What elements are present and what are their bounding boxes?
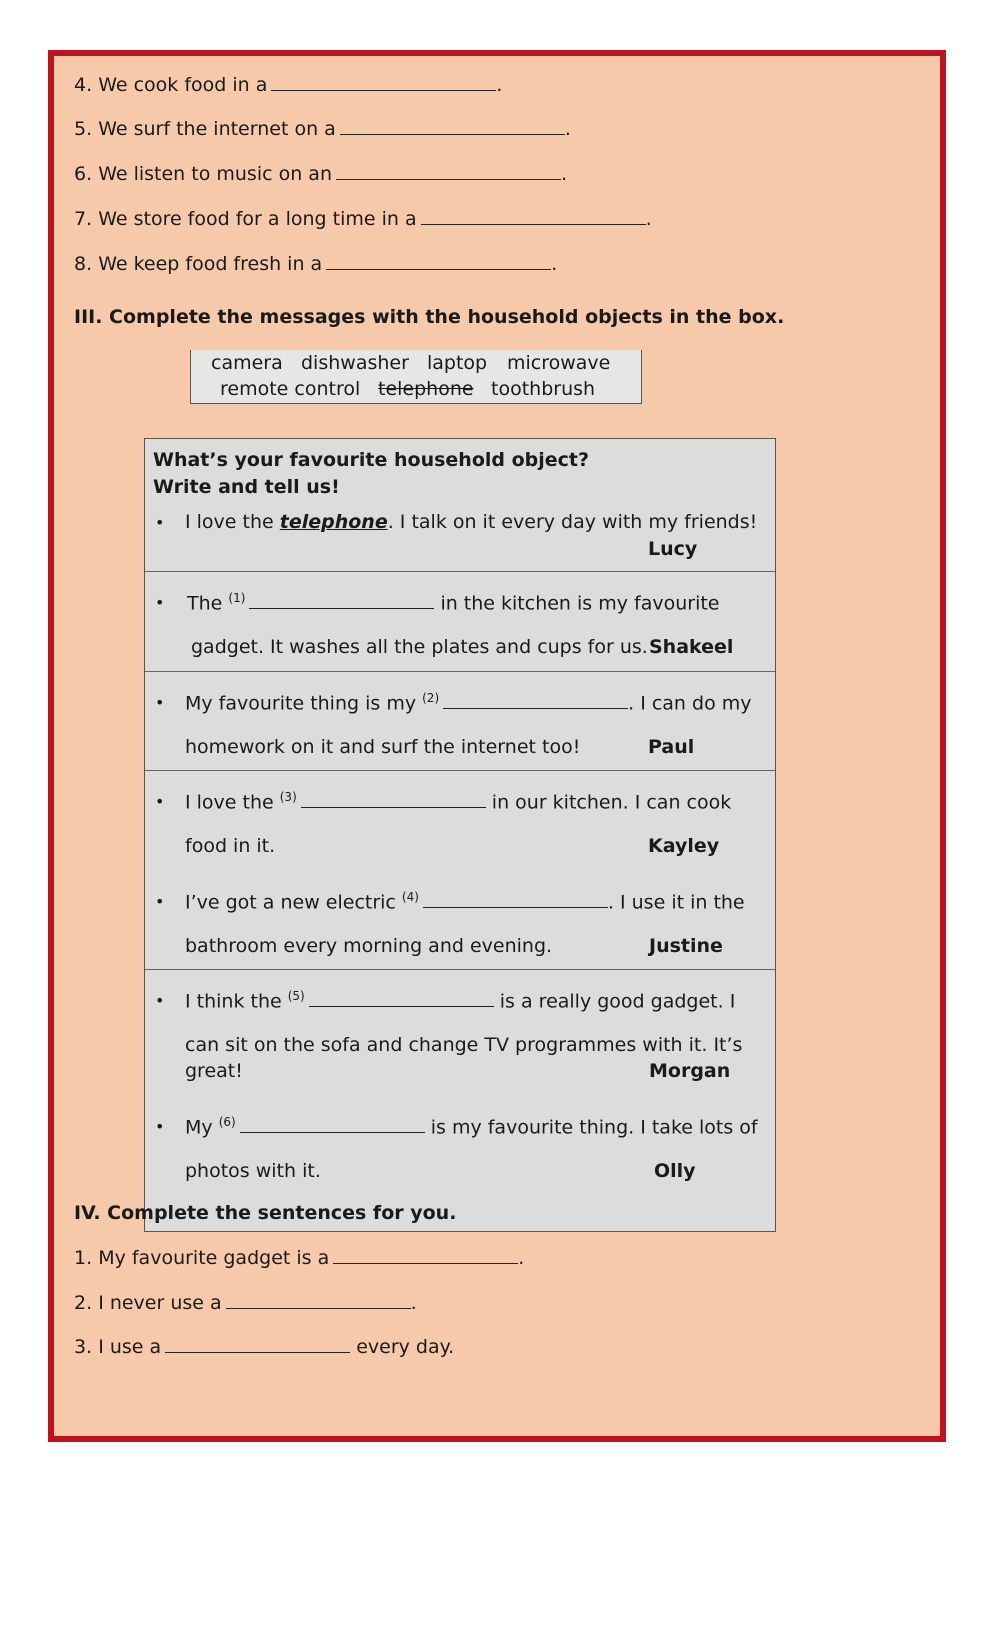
section-4-heading: IV. Complete the sentences for you. [74,1202,457,1224]
example-answer: telephone [279,511,388,533]
author-name: Lucy [648,538,698,560]
question-4: 4. We cook food in a . [74,74,503,96]
answer-blank[interactable] [443,694,628,709]
answer-blank[interactable] [333,1249,518,1264]
bullet: • [155,892,165,911]
personal-question-2: 2. I never use a . [74,1292,417,1314]
answer-blank[interactable] [423,893,608,908]
message-line: I think the $^{(5)}$ is a really good gadget. I [185,989,736,1013]
question-5: 5. We surf the internet on a . [74,118,571,140]
message-line: I’ve got a new electric $^{(4)}$ . I use it in the [185,890,745,914]
message-line: can sit on the sofa and change TV programmes with it. It’s [185,1034,743,1056]
bullet: • [155,1117,165,1136]
message-5-6 [145,969,775,1231]
message-line: homework on it and surf the internet too! [185,736,581,758]
question-8: 8. We keep food fresh in a . [74,253,558,275]
word: remote control [220,378,361,400]
intro-line-1: What’s your favourite household object? [153,449,590,471]
bullet: • [155,513,165,532]
author-name: Morgan [649,1060,731,1082]
author-name: Justine [649,935,723,957]
answer-blank[interactable] [309,992,494,1007]
word: toothbrush [491,378,596,400]
author-name: Kayley [648,835,720,857]
author-name: Olly [654,1160,696,1182]
message-example [145,439,775,572]
message-line: My $^{(6)}$ is my favourite thing. I take lots of [185,1115,758,1139]
answer-blank[interactable] [336,165,561,180]
message-line: food in it. [185,835,276,857]
message-2 [145,671,775,771]
example-text: I love the telephone. I talk on it every day with my friends! [185,511,758,533]
answer-blank[interactable] [421,210,646,225]
message-line: My favourite thing is my $^{(2)}$ . I can do my [185,691,752,715]
message-line: gadget. It washes all the plates and cups for us. [191,636,648,658]
message-line: photos with it. [185,1160,321,1182]
bullet: • [155,991,165,1010]
bullet: • [155,693,165,712]
bullet: • [155,593,165,612]
intro-line-2: Write and tell us! [153,476,340,498]
word: microwave [507,352,611,374]
word: laptop [427,352,488,374]
messages-box [144,438,776,1232]
worksheet [48,50,946,1442]
answer-blank[interactable] [249,594,434,609]
personal-question-1: 1. My favourite gadget is a . [74,1247,525,1269]
bullet: • [155,792,165,811]
answer-blank[interactable] [240,1118,425,1133]
message-line: The $^{(1)}$ in the kitchen is my favourite [187,591,720,615]
word: dishwasher [301,352,409,374]
personal-question-3: 3. I use a every day. [74,1336,455,1358]
answer-blank[interactable] [340,120,565,135]
section-3-heading: III. Complete the messages with the household objects in the box. [74,306,785,328]
message-line: I love the $^{(3)}$ in our kitchen. I can cook [185,790,732,814]
author-name: Shakeel [649,636,734,658]
answer-blank[interactable] [226,1294,411,1309]
message-3-4 [145,770,775,970]
word-used: telephone [378,378,474,400]
question-6: 6. We listen to music on an . [74,163,568,185]
author-name: Paul [648,736,695,758]
message-line: great! [185,1060,243,1082]
answer-blank[interactable] [271,76,496,91]
message-line: bathroom every morning and evening. [185,935,553,957]
word: camera [211,352,283,374]
question-7: 7. We store food for a long time in a . [74,208,652,230]
word-box [190,350,642,404]
message-1 [145,571,775,672]
answer-blank[interactable] [326,255,551,270]
answer-blank[interactable] [165,1338,350,1353]
answer-blank[interactable] [301,793,486,808]
